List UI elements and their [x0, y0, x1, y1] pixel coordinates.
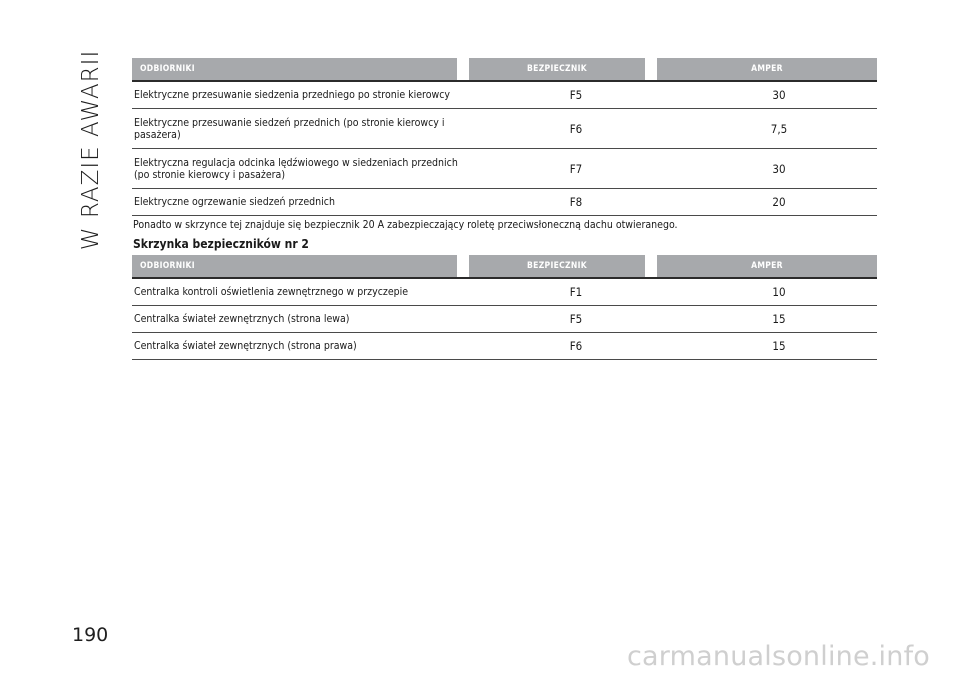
table-header: [132, 58, 877, 80]
row-amp: 15: [772, 312, 786, 326]
table-row: [132, 189, 877, 216]
header-bezpiecznik: BEZPIECZNIK: [469, 255, 645, 277]
row-fuse: F5: [569, 88, 583, 102]
fuse-table-2: [132, 255, 877, 360]
row-consumer: Elektryczne przesuwanie siedzenia przedniego po stronie kierowcy: [134, 89, 450, 101]
row-consumer: Centralka kontroli oświetlenia zewnętrznego w przyczepie: [134, 286, 409, 298]
row-fuse: F7: [569, 161, 583, 176]
row-amp: 15: [772, 339, 786, 353]
section-heading: Skrzynka bezpieczników nr 2: [133, 237, 309, 251]
row-amp: 30: [772, 88, 786, 102]
header-odbiorniki: ODBIORNIKI: [132, 255, 457, 277]
section-side-title: [74, 44, 108, 256]
header-amper: AMPER: [657, 58, 877, 80]
row-amp: 7,5: [770, 121, 788, 136]
row-consumer: Elektryczne ogrzewanie siedzeń przednich: [134, 196, 335, 208]
row-consumer: Elektryczna regulacja odcinka lędźwiowego w siedzeniach przednich (po stronie kierowcy i pasażera): [134, 156, 458, 181]
row-fuse: F1: [569, 285, 583, 299]
section-side-title-text: W RAZIE AWARII: [78, 49, 104, 251]
header-bezpiecznik: BEZPIECZNIK: [469, 58, 645, 80]
row-consumer: Centralka świateł zewnętrznych (strona prawa): [134, 340, 357, 352]
table-row: [132, 109, 877, 149]
table-row: [132, 149, 877, 189]
row-amp: 20: [772, 195, 786, 209]
row-fuse: F6: [569, 339, 583, 353]
row-fuse: F6: [569, 121, 583, 136]
row-consumer: Elektryczne przesuwanie siedzeń przednich (po stronie kierowcy i pasażera): [134, 116, 445, 141]
table-header: [132, 255, 877, 277]
row-amp: 10: [772, 285, 786, 299]
row-fuse: F5: [569, 312, 583, 326]
table-row: [132, 306, 877, 333]
row-consumer: Centralka świateł zewnętrznych (strona lewa): [134, 313, 350, 325]
fuse-table-1: [132, 58, 877, 216]
table-row: [132, 333, 877, 360]
page-number: 190: [72, 624, 109, 646]
row-amp: 30: [772, 161, 786, 176]
watermark[interactable]: carmanualsonline.info: [627, 641, 930, 672]
fuse-note: Ponadto w skrzynce tej znajduje się bezpiecznik 20 A zabezpieczający roletę przeciwsłoneczną dachu otwieranego.: [133, 219, 678, 231]
table-row: [132, 82, 877, 109]
header-odbiorniki: ODBIORNIKI: [132, 58, 457, 80]
row-fuse: F8: [569, 195, 583, 209]
header-amper: AMPER: [657, 255, 877, 277]
table-row: [132, 279, 877, 306]
